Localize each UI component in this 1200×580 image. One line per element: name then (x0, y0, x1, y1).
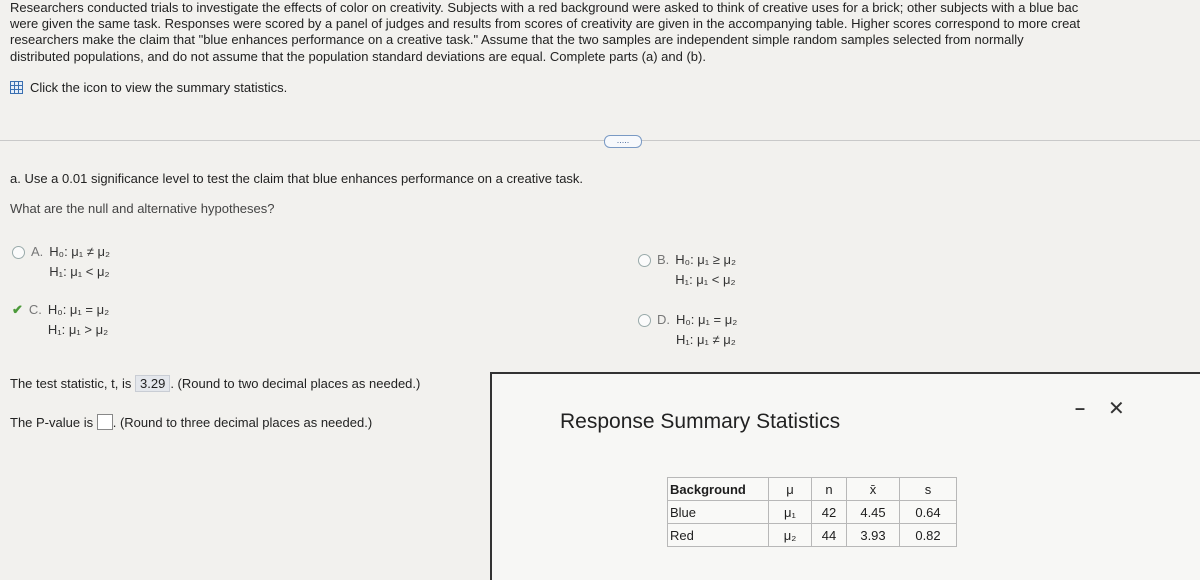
test-statistic-suffix: . (Round to two decimal places as needed.) (170, 376, 421, 391)
test-statistic-answer: 3.29 (135, 375, 170, 392)
cell-s: 0.82 (900, 524, 957, 547)
option-a-h0: H₀: μ₁ ≠ μ₂ (49, 244, 111, 259)
option-d-h1: H₁: μ₁ ≠ μ₂ (676, 332, 736, 347)
close-button[interactable]: ✕ (1108, 398, 1125, 420)
cell-mu: μ₁ (769, 501, 812, 524)
table-header-row (668, 478, 957, 501)
cell-xbar: 4.45 (847, 501, 900, 524)
option-b[interactable] (638, 252, 736, 290)
cell-background: Blue (668, 501, 769, 524)
option-c-h0: H₀: μ₁ = μ₂ (47, 302, 110, 317)
summary-statistics-table (667, 477, 957, 547)
option-d-letter: D. (657, 312, 670, 327)
part-a-prompt: a. Use a 0.01 significance level to test the claim that blue enhances performance on a creative task. (10, 171, 584, 186)
option-b-radio[interactable] (638, 254, 651, 267)
option-a-radio[interactable] (12, 246, 25, 259)
cell-mu: μ₂ (769, 524, 812, 547)
table-row (668, 524, 957, 547)
table-grid-icon[interactable] (10, 81, 23, 94)
minimize-button[interactable]: – (1075, 398, 1086, 418)
summary-stats-link-label[interactable]: Click the icon to view the summary statistics. (30, 80, 288, 95)
divider (0, 140, 1200, 141)
header-n: n (812, 478, 847, 501)
pvalue-prefix: The P-value is (10, 415, 94, 430)
header-background: Background (668, 478, 769, 501)
pvalue-suffix: . (Round to three decimal places as needed.) (112, 415, 373, 430)
header-mu: μ (769, 478, 812, 501)
problem-line: Researchers conducted trials to investigate the effects of color on creativity. Subjects with a red background were asked to think of creative uses for a brick; other subjects with a blue bac (10, 0, 1079, 15)
window-title: Response Summary Statistics (560, 410, 841, 433)
option-a[interactable] (12, 244, 110, 282)
hypotheses-question: What are the null and alternative hypotheses? (10, 201, 275, 216)
expand-more-button[interactable]: ..... (604, 135, 642, 148)
option-b-h1: H₁: μ₁ < μ₂ (675, 272, 736, 287)
test-statistic-line (10, 375, 420, 392)
option-d-radio[interactable] (638, 314, 651, 327)
cell-n: 44 (812, 524, 847, 547)
test-statistic-prefix: The test statistic, t, is (10, 376, 132, 391)
pvalue-input[interactable] (97, 414, 113, 430)
option-b-h0: H₀: μ₁ ≥ μ₂ (675, 252, 737, 267)
table-row (668, 501, 957, 524)
option-c[interactable] (12, 302, 109, 340)
problem-line: researchers make the claim that "blue enhances performance on a creative task." Assume that the two samples are independent simple random samples selected from normally (10, 32, 1024, 48)
summary-statistics-window (490, 372, 1200, 580)
summary-stats-link[interactable] (10, 80, 287, 95)
problem-statement (10, 0, 1200, 65)
option-b-letter: B. (657, 252, 670, 267)
header-s: s (900, 478, 957, 501)
option-c-h1: H₁: μ₁ > μ₂ (47, 322, 109, 337)
option-a-h1: H₁: μ₁ < μ₂ (49, 264, 110, 279)
option-d[interactable] (638, 312, 737, 350)
option-d-h0: H₀: μ₁ = μ₂ (676, 312, 738, 327)
cell-xbar: 3.93 (847, 524, 900, 547)
pvalue-line (10, 414, 372, 430)
cell-s: 0.64 (900, 501, 957, 524)
checkmark-icon: ✔ (12, 302, 23, 317)
option-a-letter: A. (31, 244, 44, 259)
cell-n: 42 (812, 501, 847, 524)
problem-line: were given the same task. Responses were scored by a panel of judges and results from scores of creativity are given in the accompanying table. Higher scores correspond to more creat (10, 16, 1081, 32)
problem-line: distributed populations, and do not assume that the population standard deviations are equal. Complete parts (a) and (b). (10, 48, 706, 64)
option-c-letter: C. (28, 302, 42, 317)
cell-background: Red (668, 524, 769, 547)
header-xbar: x̄ (847, 478, 900, 501)
